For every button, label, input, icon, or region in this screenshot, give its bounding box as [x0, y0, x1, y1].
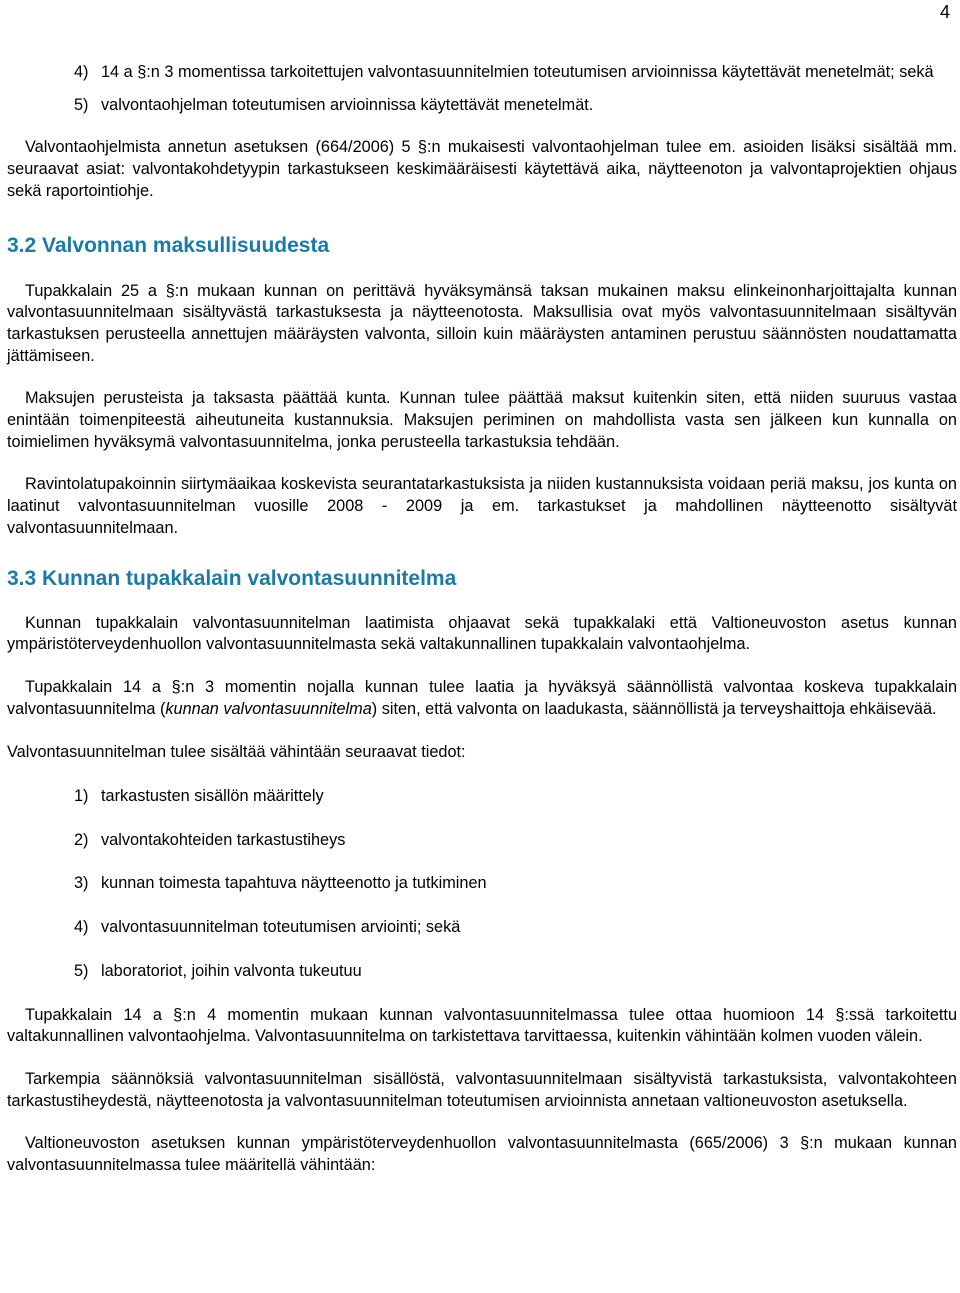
list-item [7, 830, 957, 852]
paragraph: Valvontasuunnitelman tulee sisältää vähintään seuraavat tiedot: [7, 743, 466, 762]
list-number: 2) [74, 830, 89, 849]
paragraph [7, 677, 957, 720]
list-item [7, 95, 957, 117]
section-heading-3-3: 3.3 Kunnan tupakkalain valvontasuunnitelma [7, 566, 457, 590]
paragraph: Ravintolatupakoinnin siirtymäaikaa koskevista seurantatarkastuksista ja niiden kustannuksista voidaan periä maksu, jos kunta on laatinut valvontasuunnitelman vuosille 2008 - 2009 ja em. tarkastukset ja mahdollinen näytteenotto sisältyvät valvontasuunnitelmaan. [7, 475, 957, 537]
paragraph: Tupakkalain 14 a §:n 4 momentin mukaan kunnan valvontasuunnitelmassa tulee ottaa huomioon 14 §:ssä tarkoitettu valtakunnallinen valvontaohjelma. Valvontasuunnitelma on tarkistettava tarvittaessa, kuitenkin vähintään kolmen vuoden välein. [7, 1005, 957, 1046]
intro-paragraph: Valvontaohjelmista annetun asetuksen (664/2006) 5 §:n mukaisesti valvontaohjelman tulee em. asioiden lisäksi sisältää mm. seuraavat asiat: valvontakohdetyypin tarkastukseen keskimääräisesti käytettävä aika, näytteenoton ja valvontaprojektien ohjaus sekä raportointiohje. [7, 138, 957, 200]
page-number: 4 [939, 2, 950, 22]
paragraph: Maksujen perusteista ja taksasta päättää kunta. Kunnan tulee päättää maksut kuitenkin siten, että niiden suuruus vastaa enintään toimenpiteestä aiheutuneita kustannuksia. Maksujen periminen on mahdollista vasta sen jälkeen kun kunnalla on toimielimen hyväksymä valvontasuunnitelma, jonka perusteella tarkastuksia tehdään. [7, 389, 957, 451]
list-text: valvontakohteiden tarkastustiheys [101, 830, 346, 849]
paragraph-text: Tupakkalain 14 a §:n 3 momentin nojalla kunnan tulee laatia ja hyväksyä säännöllistä valvontaa koskeva tupakkalain valvontasuunnitelma ( [7, 677, 957, 718]
list-text: valvontaohjelman toteutumisen arvioinnissa käytettävät menetelmät. [101, 95, 594, 114]
list-number: 1) [74, 787, 89, 806]
list-text: laboratoriot, joihin valvonta tukeutuu [101, 961, 362, 980]
list-text: tarkastusten sisällön määrittely [101, 787, 324, 806]
paragraph: Tarkempia säännöksiä valvontasuunnitelman sisällöstä, valvontasuunnitelmaan sisältyvistä tarkastuksista, valvontakohteen tarkastustiheydestä, näytteenotosta ja valvontasuunnitelman toteutumisen arvioinnista annetaan valtioneuvoston asetuksella. [7, 1069, 957, 1110]
list-item [7, 873, 957, 895]
paragraph: Valtioneuvoston asetuksen kunnan ympäristöterveydenhuollon valvontasuunnitelmasta (665/2006) 3 §:n mukaan kunnan valvontasuunnitelmassa tulee määritellä vähintään: [7, 1134, 957, 1175]
requirements-list [7, 786, 957, 983]
list-item [7, 961, 957, 983]
paragraph-text: ) siten, että valvonta on laadukasta, säännöllistä ja terveyshaittoja ehkäisevää. [371, 699, 937, 718]
list-number: 3) [74, 874, 89, 893]
list-number: 5) [74, 95, 89, 114]
list-number: 4) [74, 63, 89, 81]
list-text: valvontasuunnitelman toteutumisen arviointi; sekä [101, 918, 461, 937]
list-top [7, 62, 957, 116]
list-text: 14 a §:n 3 momentissa tarkoitettujen valvontasuunnitelmien toteutumisen arvioinnissa käytettävät menetelmät; sekä [101, 63, 934, 81]
list-item [7, 917, 957, 939]
section-heading-3-2: 3.2 Valvonnan maksullisuudesta [7, 233, 330, 257]
list-item [7, 786, 957, 808]
document-body [7, 62, 957, 1177]
list-number: 5) [74, 961, 89, 980]
list-number: 4) [74, 918, 89, 937]
list-item [7, 62, 957, 84]
paragraph-emphasis: kunnan valvontasuunnitelma [165, 699, 372, 718]
paragraph: Kunnan tupakkalain valvontasuunnitelman laatimista ohjaavat sekä tupakkalaki että Valtioneuvoston asetus kunnan ympäristöterveydenhuollon valvontasuunnitelmasta sekä valtakunnallinen tupakkalain valvontaohjelma. [7, 613, 957, 654]
list-text: kunnan toimesta tapahtuva näytteenotto ja tutkiminen [101, 874, 487, 893]
paragraph: Tupakkalain 25 a §:n mukaan kunnan on perittävä hyväksymänsä taksan mukainen maksu elinkeinonharjoittajalta kunnan valvontasuunnitelmaan sisältyvästä tarkastuksesta ja näytteenotosta. Maksullisia ovat myös valvontasuunnitelmaan sisältyvän tarkastuksen perusteella annettujen määräysten valvonta, silloin kuin määräysten antaminen perustuu säännösten noudattamatta jättämiseen. [7, 281, 957, 365]
